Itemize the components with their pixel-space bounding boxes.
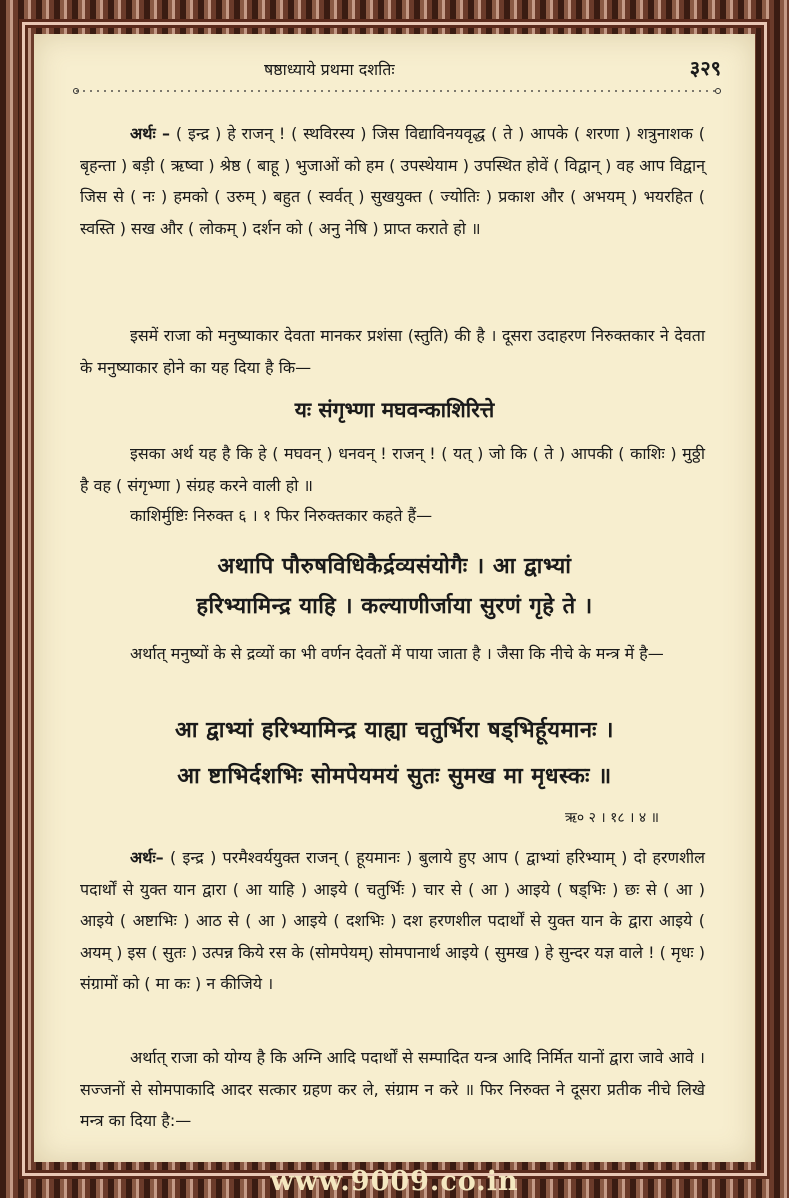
header-ornament-rule xyxy=(72,84,722,98)
book-page xyxy=(34,34,755,1162)
paragraph-6-text: ( इन्द्र ) परमैश्वर्ययुक्त राजन् ( हूयमानः ) बुलाये हुए आप ( द्वाभ्यां हरिभ्याम् ) दो हरणशील पदार्थों से युक्त यान द्वारा ( आ याहि ) आइये ( चतुर्भिः ) चार से ( आ ) आइये ( षड्भिः ) छः से ( आ ) आइये ( अष्टाभिः ) आठ से ( आ ) आइये ( दशभिः ) दश हरणशील पदार्थों से युक्त यान के द्वारा आइये ( अयम् ) इस ( सुतः ) उत्पन्न किये रस के (सोमपेयम्) सोमपानार्थ आइये ( सुमख ) हे सुन्दर यज्ञ वाले ! ( मृधः ) संग्रामों को ( मा कः ) न कीजिये । xyxy=(80,848,706,993)
paragraph-1-label: अर्थः – xyxy=(130,124,171,143)
paragraph-7 xyxy=(80,1042,705,1137)
paragraph-1-text: ( इन्द्र ) हे राजन् ! ( स्थविरस्य ) जिस विद्याविनयवृद्ध ( ते ) आपके ( शरणा ) शत्रुनाशक ( बृहन्ता ) बड़ी ( ऋष्वा ) श्रेष्ठ ( बाहू ) भुजाओं को हम ( उपस्थेयाम ) उपस्थित होवें ( विद्वान् ) वह आप विद्वान् जिस से ( नः ) हमको ( उरुम् ) बहुत ( स्वर्वत् ) सुखयुक्त ( ज्योतिः ) प्रकाश और ( अभयम् ) भयरहित ( स्वस्ति ) सख और ( लोकम् ) दर्शन को ( अनु नेषि ) प्राप्त कराते हो ॥ xyxy=(80,124,705,238)
paragraph-5-text: अर्थात् मनुष्यों के से द्रव्यों का भी वर्णन देवतों में पाया जाता है । जैसा कि नीचे के मन्त्र में है— xyxy=(130,644,664,663)
paragraph-2 xyxy=(80,320,705,383)
paragraph-2-text: इसमें राजा को मनुष्याकार देवता मानकर प्रशंसा (स्तुति) की है । दूसरा उदाहरण निरुक्तकार ने देवता के मनुष्याकार होने का यह दिया है कि— xyxy=(80,326,705,377)
paragraph-4-text: काशिर्मुष्टिः निरुक्त ६ । १ फिर निरुक्तकार कहते हैं— xyxy=(130,506,433,525)
mantra-2-line-2: हरिभ्यामिन्द्र याहि । कल्याणीर्जाया सुरणं गृहे ते । xyxy=(196,594,593,619)
page-number: ३२९ xyxy=(689,56,721,80)
paragraph-6 xyxy=(80,842,705,1000)
mantra-3-line-1: आ द्वाभ्यां हरिभ्यामिन्द्र याह्या चतुर्भिरा षड्भिर्हूयमानः । xyxy=(175,718,614,743)
paragraph-7-text: अर्थात् राजा को योग्य है कि अग्नि आदि पदार्थों से सम्पादित यन्त्र आदि निर्मित यानों द्वारा जावे आवे । सज्जनों से सोमपाकादि आदर सत्कार ग्रहण कर ले, संग्राम न करे ॥ फिर निरुक्त ने दूसरा प्रतीक नीचे लिखे मन्त्र का दिया है:— xyxy=(80,1048,705,1130)
mantra-1: यः संगृभ्णा मघवन्काशिरित्ते xyxy=(294,398,495,422)
website-link[interactable]: www.9009.co.in xyxy=(270,1166,519,1197)
paragraph-3-text: इसका अर्थ यह है कि हे ( मघवन् ) धनवन् ! राजन् ! ( यत् ) जो कि ( ते ) आपकी ( काशिः ) मुठ्ठी है वह ( संगृभ्णा ) संग्रह करने वाली हो ॥ xyxy=(80,444,705,495)
mantra-2-line-1: अथापि पौरुषविधिकैर्द्रव्यसंयोगैः । आ द्वाभ्यां xyxy=(217,554,572,579)
mantra-3-line-2: आ ष्टाभिर्दशभिः सोमपेयमयं सुतः सुमख मा मृधस्कः ॥ xyxy=(177,764,612,789)
paragraph-5 xyxy=(80,638,705,670)
footer-bar xyxy=(0,1162,789,1198)
header-title: षष्ठाध्याये प्रथमा दशतिः xyxy=(264,60,395,79)
mantra-3-reference: ऋ० २ । १८ । ४ ॥ xyxy=(564,810,659,826)
paragraph-3 xyxy=(80,438,705,501)
paragraph-1 xyxy=(80,118,705,244)
paragraph-4 xyxy=(80,500,705,532)
page-header xyxy=(34,54,755,84)
paragraph-6-label: अर्थः– xyxy=(130,848,164,867)
